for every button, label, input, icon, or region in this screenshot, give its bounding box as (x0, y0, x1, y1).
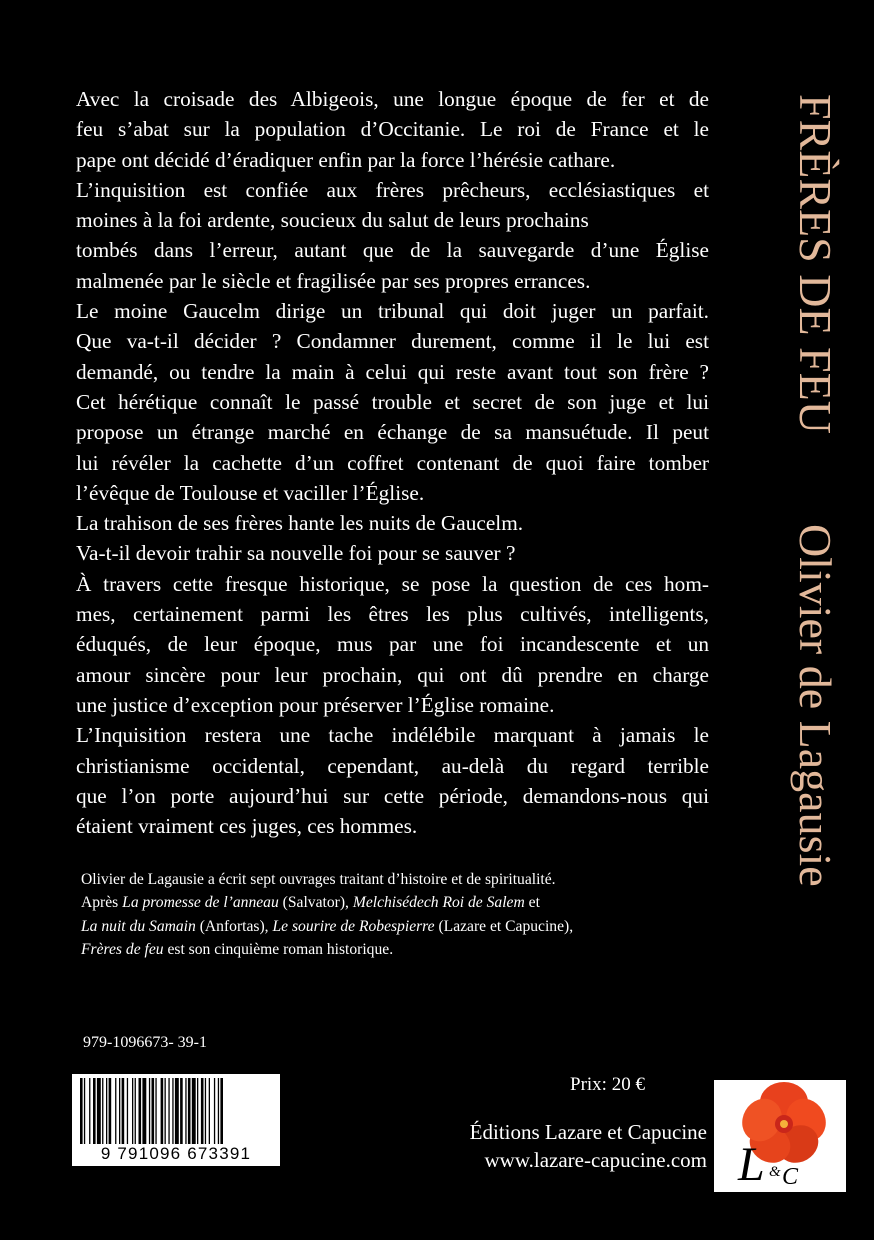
bio-line (81, 915, 721, 938)
blurb-line: Avec la croisade des Albigeois, une longue époque de fer et de (76, 87, 709, 111)
blurb-line: À travers cette fresque historique, se pose la question de ces hom- (76, 571, 709, 596)
price: Prix: 20 € (570, 1074, 645, 1095)
barcode (72, 1074, 280, 1166)
book-title: Frères de feu (81, 941, 164, 959)
logo-amp: & (769, 1164, 781, 1180)
book-title: Le sourire de Robespierre (272, 917, 435, 935)
blurb-line: malmenée par le siècle et fragilisée par ses propres errances. (76, 268, 591, 293)
bio-line: Olivier de Lagausie a écrit sept ouvrages traitant d’histoire et de spiritualité. (81, 871, 556, 888)
book-title: Melchisédech Roi de Salem (352, 894, 525, 912)
blurb-line: tombés dans l’erreur, autant que de la sauvegarde d’une Église (76, 238, 709, 263)
bio-line (81, 891, 721, 914)
book-title: La nuit du Samain (81, 917, 196, 935)
blurb-line: amour sincère pour leur prochain, qui ont dû prendre en charge (76, 662, 709, 687)
blurb-line: propose un étrange marché en échange de sa mansuétude. Il peut (76, 420, 709, 445)
blurb-line: Le moine Gaucelm dirige un tribunal qui doit juger un parfait. (76, 299, 709, 324)
nasturtium-flower-icon (714, 1080, 846, 1192)
bio-text: Après (81, 894, 123, 912)
blurb-line: l’évêque de Toulouse et vaciller l’Église. (76, 480, 425, 505)
bio-text: (Anfortas), (195, 917, 273, 935)
publisher-logo (714, 1080, 846, 1192)
book-title: La promesse de l’anneau (122, 894, 279, 912)
blurb-line: Cet hérétique connaît le passé trouble et secret de son juge et lui (76, 389, 709, 414)
bio-text: et (524, 894, 540, 912)
blurb-line: une justice d’exception pour préserver l’Église romaine. (76, 692, 555, 717)
blurb-line: L’inquisition est confiée aux frères prêcheurs, ecclésiastiques et (76, 177, 709, 202)
barcode-digits: 9 791096 673391 (100, 1144, 252, 1163)
blurb-line: Va-t-il devoir trahir sa nouvelle foi pour se sauver ? (76, 541, 516, 566)
logo-c: C (782, 1164, 799, 1190)
blurb-line: Que va-t-il décider ? Condamner durement, comme il le lui est (76, 329, 709, 354)
spine-text (787, 94, 843, 887)
logo-l: L (738, 1138, 765, 1191)
back-cover-blurb (76, 84, 709, 841)
publisher-url: www.lazare-capucine.com (484, 1148, 707, 1172)
bio-text: (Lazare et Capucine), (434, 917, 574, 935)
blurb-line: mes, certainement parmi les êtres les plus cultivés, intelligents, (76, 602, 709, 627)
barcode-bars (78, 1078, 274, 1144)
bio-text: (Salvator), (278, 894, 353, 912)
author-bio (81, 868, 721, 962)
publisher-name: Éditions Lazare et Capucine (469, 1120, 707, 1144)
blurb-line: christianisme occidental, cependant, au-delà du regard terrible (76, 753, 709, 778)
publisher-block (425, 1118, 707, 1174)
blurb-line: éduqués, de leur époque, mus par une foi incandescente et un (76, 632, 709, 657)
blurb-line: demandé, ou tendre la main à celui qui reste avant tout son frère ? (76, 359, 709, 384)
blurb-line: pape ont décidé d’éradiquer enfin par la force l’hérésie cathare. (76, 147, 616, 172)
bio-text: est son cinquième roman historique. (163, 941, 394, 959)
isbn-number: 979-1096673- 39-1 (83, 1034, 207, 1051)
blurb-line: lui révéler la cachette d’un coffret contenant de quoi faire tomber (76, 450, 709, 475)
blurb-line: moines à la foi ardente, soucieux du salut de leurs prochains (76, 208, 589, 233)
blurb-line: feu s’abat sur la population d’Occitanie. Le roi de France et le (76, 117, 709, 142)
spine-title: FRÈRES DE FEU (790, 94, 841, 434)
blurb-line: La trahison de ses frères hante les nuits de Gaucelm. (76, 511, 524, 536)
blurb-line: que l’on porte aujourd’hui sur cette période, demandons-nous qui (76, 783, 709, 808)
blurb-line: étaient vraiment ces juges, ces hommes. (76, 814, 418, 839)
blurb-line: L’Inquisition restera une tache indélébile marquant à jamais le (76, 723, 709, 748)
spine-author: Olivier de Lagausie (790, 523, 841, 887)
bio-line (81, 938, 721, 961)
